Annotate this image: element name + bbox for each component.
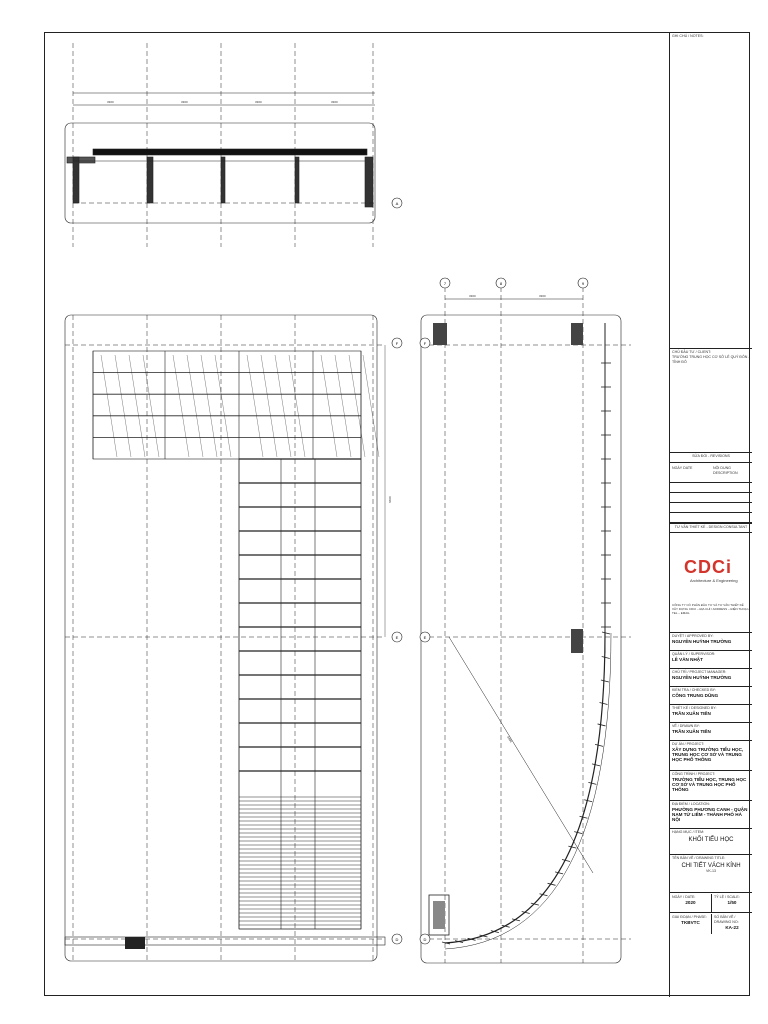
supervisor-cell xyxy=(670,651,752,669)
project-label: DỰ ÁN / PROJECT: xyxy=(672,742,705,746)
client-cell xyxy=(670,349,752,453)
glass-hatch xyxy=(173,355,189,457)
project-value: XÂY DỰNG TRƯỜNG TIỂU HỌC, TRUNG HỌC CƠ SỞ VÀ TRUNG HỌC PHỔ THÔNG xyxy=(672,747,744,762)
item-value: TRƯỜNG TIỂU HỌC, TRUNG HỌC CƠ SỞ VÀ TRUNG HỌC PHỔ THÔNG xyxy=(672,777,747,792)
left-plan-view xyxy=(65,315,385,961)
dim-bay-1: 3300 xyxy=(107,100,114,104)
column-top-right xyxy=(571,323,583,345)
consultant-address: CÔNG TY CỔ PHẦN ĐẦU TƯ VÀ TƯ VẤN THIẾT KẾ XÂY DỰNG CDCI – ĐỊA CHỈ / ADDRESS – ĐIỆN THOẠI / TEL – EMAIL xyxy=(672,603,750,615)
designed-label: THIẾT KẾ / DESIGNED BY: xyxy=(672,706,717,710)
phase-label: GIAI ĐOẠN / PHASE: xyxy=(672,915,707,919)
right-row-bubble-f: F xyxy=(423,341,427,346)
consultant-logo xyxy=(676,557,746,585)
date-cell xyxy=(670,894,711,906)
elev-bubble: A xyxy=(395,201,399,206)
arc-mullion xyxy=(592,764,600,766)
arc-mullion xyxy=(601,680,609,682)
drawing-title-sub: VK-13 xyxy=(706,869,716,873)
drawn-cell xyxy=(670,723,752,741)
right-dim-1: 3300 xyxy=(469,294,476,298)
revision-row-2 xyxy=(670,493,752,503)
arc-mullion xyxy=(588,782,596,784)
left-row-bubble-e: E xyxy=(395,635,399,640)
glass-hatch xyxy=(129,355,145,457)
left-row-bubble-f: F xyxy=(395,341,399,346)
block-cell xyxy=(670,829,752,855)
drawing-title-label: TÊN BẢN VẼ / DRAWING TITLE: xyxy=(672,856,726,860)
project-cell xyxy=(670,741,752,771)
manager-value: NGUYỄN HUỲNH TRƯỜNG xyxy=(672,675,732,680)
approved-label: DUYỆT / APPROVED BY: xyxy=(672,634,714,638)
glass-hatch xyxy=(289,355,305,457)
upper-grid-rows xyxy=(93,351,379,459)
diagonal-dim: 8400 xyxy=(506,735,514,744)
revision-title: SỬA ĐỔI - REVISIONS xyxy=(692,454,730,458)
left-row-bubble-d: D xyxy=(395,937,399,942)
arc-mullion xyxy=(602,632,610,634)
glass-hatch xyxy=(349,355,365,457)
elevation-view xyxy=(65,43,375,247)
notes-label: GHI CHÚ / NOTES: xyxy=(672,34,704,38)
scale-value: 1/50 xyxy=(727,900,737,905)
grid-bubbles xyxy=(392,201,588,944)
date-scale-row xyxy=(670,893,752,913)
revision-col-date-text: NGÀY DATE xyxy=(672,466,693,470)
designed-cell xyxy=(670,705,752,723)
glass-hatch xyxy=(143,355,159,457)
lower-grid-rows xyxy=(239,459,361,929)
glass-hatch xyxy=(247,355,263,457)
supervisor-label: QUẢN LÝ / SUPERVISOR: xyxy=(672,652,716,656)
glass-hatch xyxy=(187,355,203,457)
scale-cell xyxy=(711,894,752,912)
drawn-value: TRẦN XUÂN TIẾN xyxy=(672,729,711,734)
drawing-title-cell xyxy=(670,855,752,893)
arc-mullion xyxy=(580,816,588,818)
revision-header xyxy=(670,453,752,463)
supervisor-value: LÊ VĂN NHẬT xyxy=(672,657,703,662)
arc-mullion xyxy=(602,656,610,658)
curved-glass-mullions xyxy=(442,632,610,944)
client-value: TRƯỜNG TRUNG HỌC CƠ SỞ LÊ QUÝ ĐÔN - TỈNH ĐÔ xyxy=(672,355,750,364)
left-plan-base-strip xyxy=(65,937,385,945)
glass-hatch xyxy=(261,355,277,457)
glass-hatch xyxy=(275,355,291,457)
left-plan-glass-upper xyxy=(93,351,361,459)
glass-hatch xyxy=(363,355,379,457)
glass-wall-drawing xyxy=(45,33,669,997)
sheet-no-value: KA-22 xyxy=(725,925,739,930)
client-label: CHỦ ĐẦU TƯ / CLIENT: xyxy=(672,350,711,354)
phase-value: TKBVTC xyxy=(681,920,700,925)
drawing-sheet xyxy=(44,32,750,996)
checked-cell xyxy=(670,687,752,705)
glass-hatch xyxy=(201,355,217,457)
drawing-title-value: CHI TIẾT VÁCH KÍNH xyxy=(681,863,741,869)
glass-hatch xyxy=(335,355,351,457)
right-row-bubble-e: E xyxy=(423,635,427,640)
block-value: KHỐI TIỂU HỌC xyxy=(688,837,734,843)
drawn-label: VẼ / DRAWN BY: xyxy=(672,724,700,728)
manager-cell xyxy=(670,669,752,687)
left-plan-stair xyxy=(125,937,145,949)
logo-text: CDCi xyxy=(684,557,732,577)
right-plan-view xyxy=(421,287,631,963)
glass-hatch xyxy=(215,355,231,457)
glass-hatch xyxy=(321,355,337,457)
glass-hatch xyxy=(101,355,117,457)
elevation-dims xyxy=(107,100,338,104)
right-dim-2: 3300 xyxy=(539,294,546,298)
right-row-bubble-d: D xyxy=(423,937,427,942)
item-label: CÔNG TRÌNH / PROJECT: xyxy=(672,772,716,776)
scale-label: TỶ LỆ / SCALE: xyxy=(714,895,740,899)
consultant-header xyxy=(670,523,752,533)
revision-col-desc xyxy=(711,465,752,477)
arc-mullion xyxy=(595,744,603,746)
right-col-bubble-8: 8 xyxy=(499,281,503,286)
checked-label: KIỂM TRA / CHECKED BY: xyxy=(672,688,716,692)
approved-cell xyxy=(670,633,752,651)
sheet-no-cell xyxy=(711,914,752,934)
location-cell xyxy=(670,801,752,829)
revision-row-4 xyxy=(670,513,752,523)
location-label: ĐỊA ĐIỂM / LOCATION: xyxy=(672,802,710,806)
arc-mullion xyxy=(574,832,582,834)
sheet-no-label: SỐ BẢN VẼ / DRAWING NO: xyxy=(714,915,739,924)
revision-col-desc-text: NỘI DUNG DESCRIPTION xyxy=(713,466,738,475)
revision-col-date xyxy=(670,465,711,472)
column-top-left xyxy=(433,323,447,345)
date-label: NGÀY / DATE: xyxy=(672,895,696,899)
phase-cell xyxy=(670,914,711,926)
straight-glass-mullions xyxy=(601,363,611,627)
location-value: PHƯỜNG PHƯƠNG CANH - QUẬN NAM TỪ LIÊM - THÀNH PHỐ HÀ NỘI xyxy=(672,807,748,822)
glass-hatch xyxy=(115,355,131,457)
column-mid xyxy=(571,629,583,653)
title-block xyxy=(669,33,751,997)
arc-mullion xyxy=(584,800,592,802)
item-cell xyxy=(670,771,752,801)
notes-cell xyxy=(670,33,752,349)
phase-sheet-row xyxy=(670,913,752,935)
checked-value: CÔNG TRUNG DŨNG xyxy=(672,693,719,698)
arc-mullion xyxy=(598,724,606,726)
revision-columns xyxy=(670,463,752,483)
arc-mullion xyxy=(568,846,576,848)
date-value: 2020 xyxy=(685,900,696,905)
consultant-label: TƯ VẤN THIẾT KẾ - DESIGN CONSULTANT xyxy=(674,525,748,529)
logo-subtitle: Architecture & Engineering xyxy=(690,578,738,583)
dim-bay-4: 3300 xyxy=(331,100,338,104)
arc-mullion xyxy=(600,702,608,704)
approved-value: NGUYỄN HUỲNH TRƯỜNG xyxy=(672,639,732,644)
manager-label: CHỦ TRÌ / PROJECT MANAGER: xyxy=(672,670,727,674)
right-col-bubble-7: 7 xyxy=(443,281,447,286)
revision-row-1 xyxy=(670,483,752,493)
dim-bay-2: 3300 xyxy=(181,100,188,104)
left-vertical-dim: 6600 xyxy=(388,496,392,503)
right-col-bubble-9: 9 xyxy=(581,281,585,286)
left-plan-glass-lower xyxy=(239,459,361,929)
dim-bay-3: 3300 xyxy=(255,100,262,104)
designed-value: TRẦN XUÂN TIẾN xyxy=(672,711,711,716)
block-label: HẠNG MỤC / ITEM: xyxy=(672,830,705,834)
revision-row-3 xyxy=(670,503,752,513)
dense-grid-rows xyxy=(239,797,361,929)
